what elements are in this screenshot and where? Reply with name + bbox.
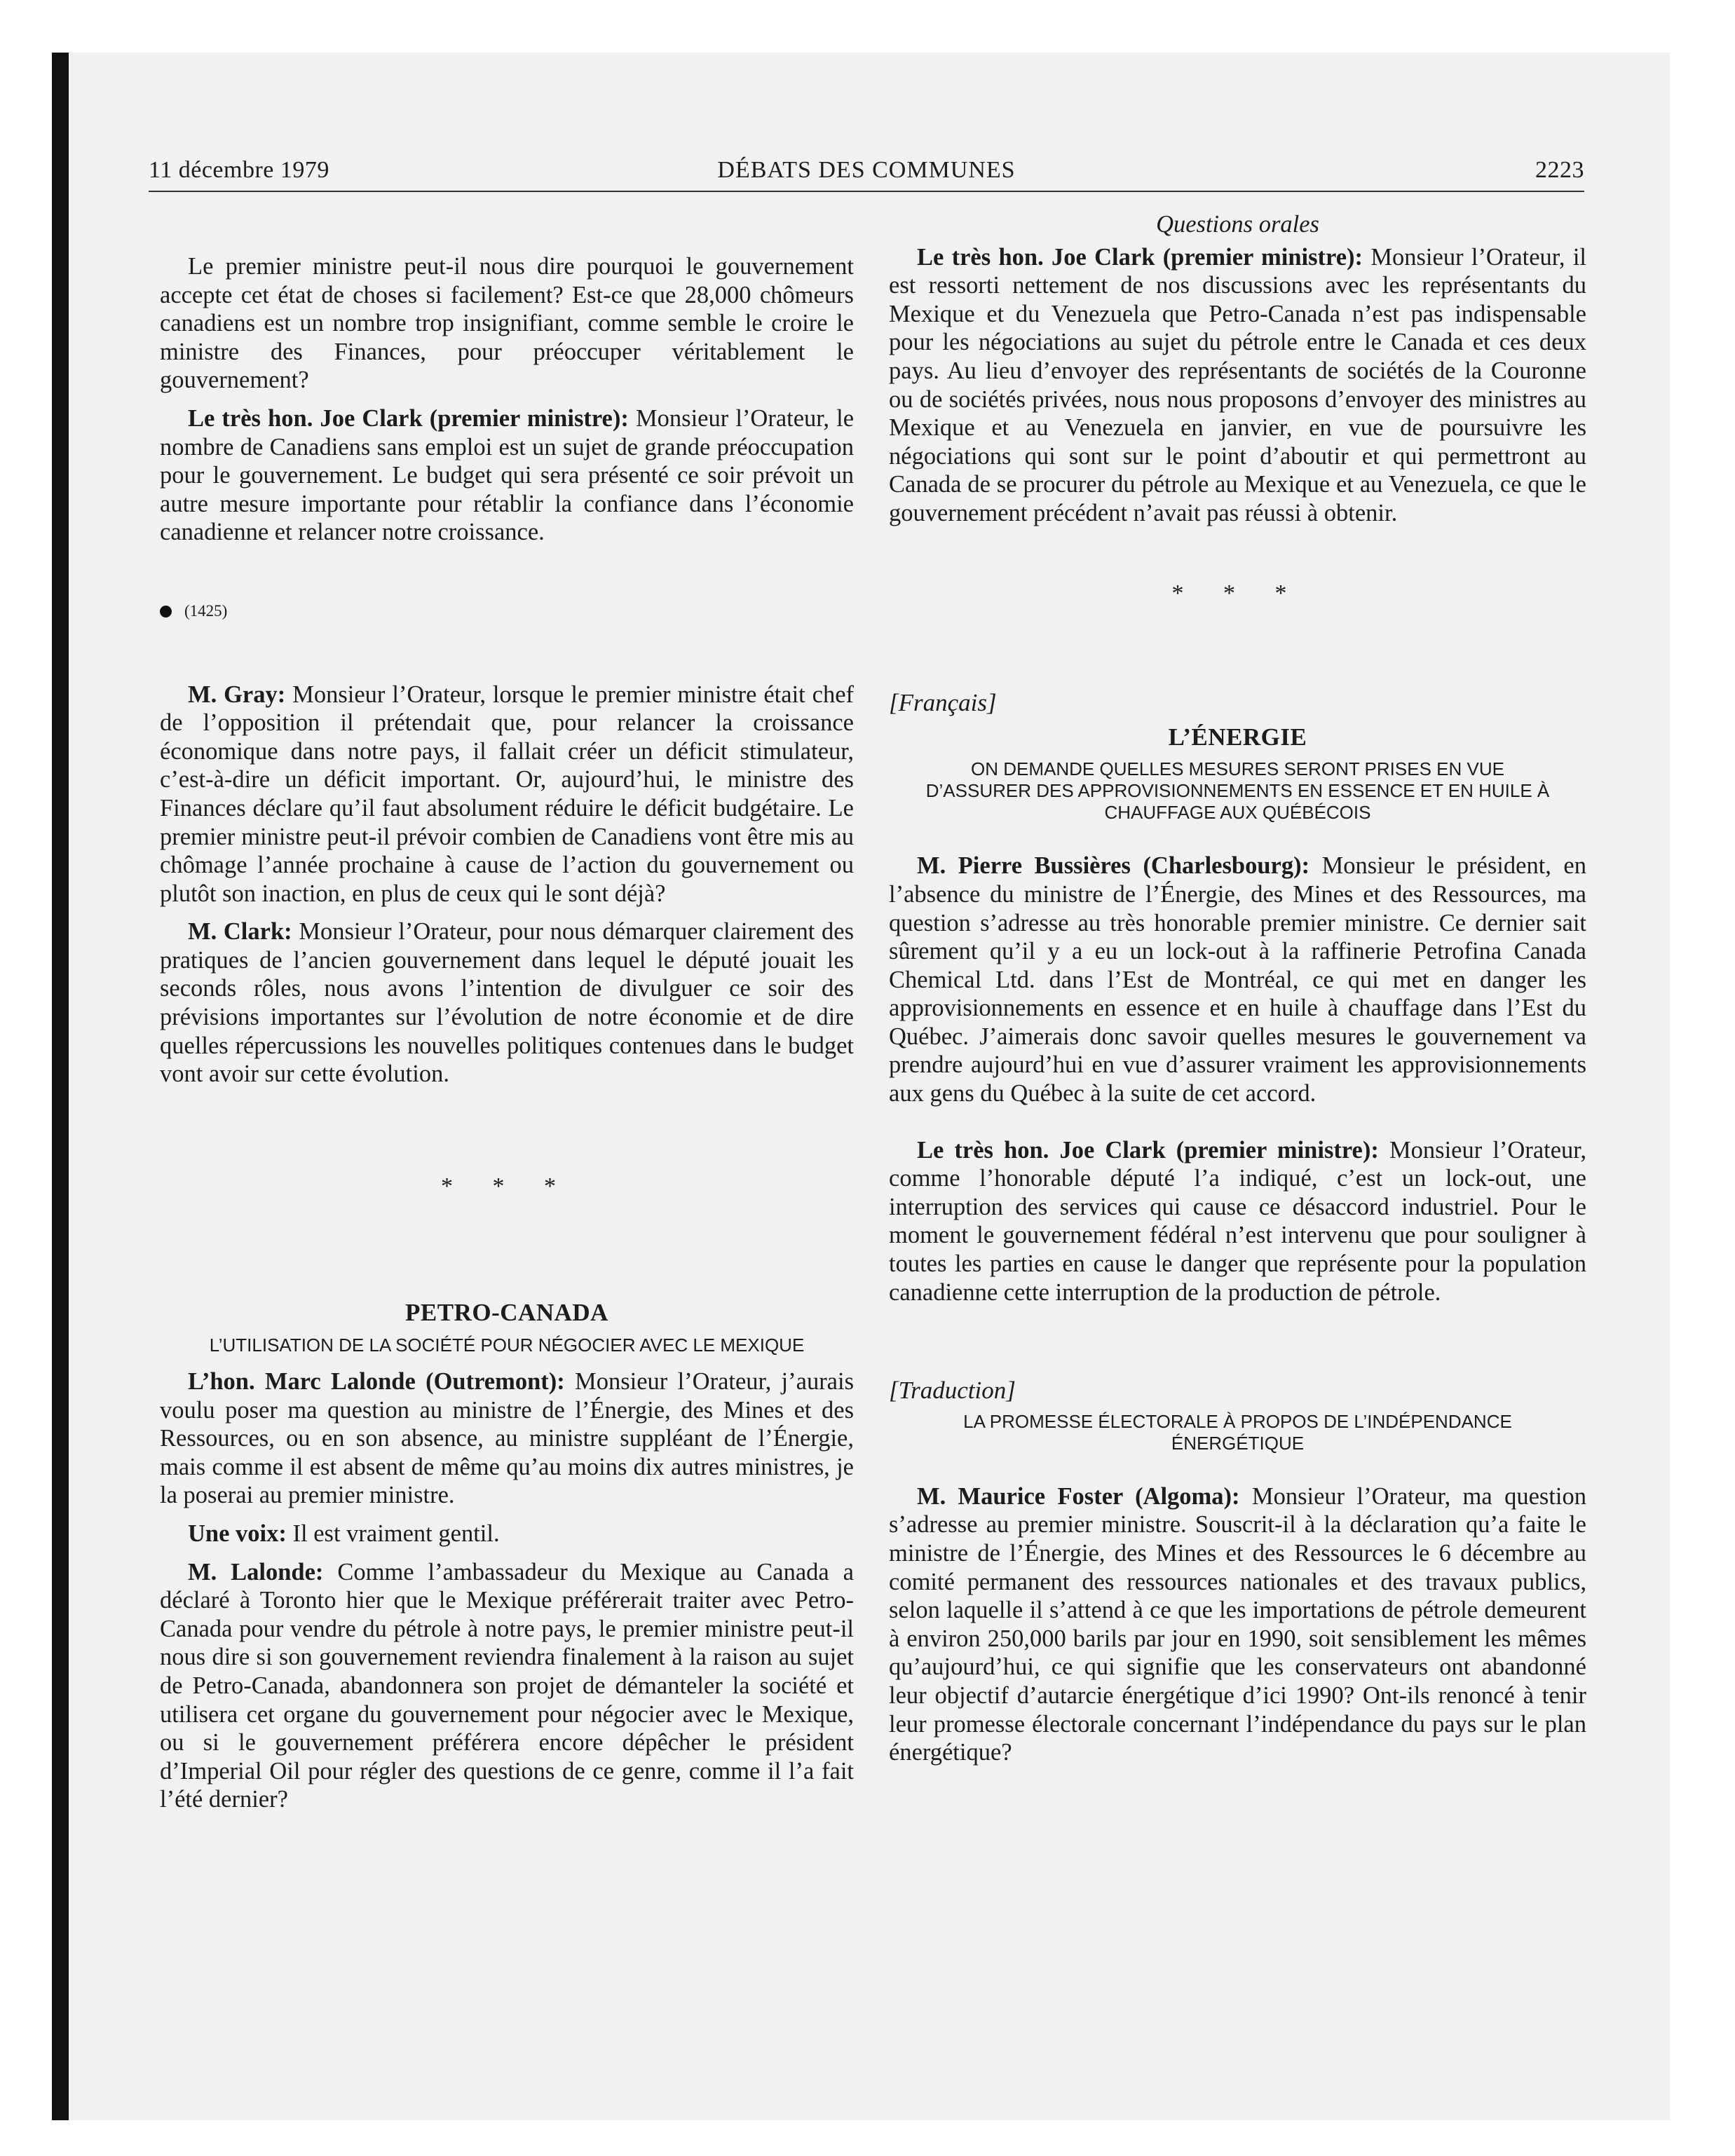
left-column (160, 252, 854, 2019)
paragraph-text: Monsieur l’Orateur, il est ressorti nettement de nos discussions avec les représentants du Mexique et du Venezuela que Petro-Canada n’est pas indispensable pour les négociations au sujet du pétrole entre le Canada et ces deux pays. Au lieu d’envoyer des représentants de sociétés de la Couronne ou de sociétés privées, nous nous proposons d’envoyer des ministres au Mexique et au Venezuela en janvier, en vue de poursuivre les négociations qui sont sur le point d’aboutir et qui permettront au Canada de se procurer du pétrole au Mexique et au Venezuela, ce que le gouvernement précédent n’avait pas réussi à obtenir. (889, 243, 1586, 526)
header-rule (149, 191, 1584, 192)
paragraph-text: Le premier ministre peut-il nous dire pourquoi le gouvernement accepte cet état de choses si facilement? Est-ce que 28,000 chômeurs canadiens est un nombre trop insignifiant, comme semble le croire le ministre des Finances, pour préoccuper véritablement le gouvernement? (160, 253, 854, 394)
column-section-label: Questions orales (1156, 211, 1319, 238)
paragraph-text: Monsieur l’Orateur, lorsque le premier ministre était chef de l’opposition il prétendait que, pour relancer la croissance économique dans notre pays, il fallait créer un déficit stimulateur, c’est-à-dire un déficit important. Or, aujourd’hui, le ministre des Finances déclare qu’il faut absolument réduire le déficit budgétaire. Le premier ministre peut-il prévoir combien de Canadiens vont être mis au chômage l’année prochaine à cause de l’action du gouvernement ou plutôt son inaction, en plus de ceux qui le sont déjà? (160, 681, 855, 907)
header-date: 11 décembre 1979 (149, 157, 329, 183)
paragraph (160, 404, 854, 547)
paragraph-text: Il est vraiment gentil. (292, 1520, 500, 1547)
section-divider: * * * (1171, 580, 1304, 606)
paragraph (889, 1482, 1586, 1767)
speaker-name: L’hon. Marc Lalonde (Outremont): (188, 1368, 565, 1396)
paragraph (160, 252, 854, 395)
paragraph-text: Monsieur l’Orateur, j’aurais voulu poser ma question au ministre de l’Énergie, des Mines et des Ressources, ou en son absence, au ministre suppléant de l’Énergie, mais comme il est absent de même qu’au moins dix autres ministres, je la poserai au premier ministre. (160, 1368, 855, 1509)
speaker-name: Le très hon. Joe Clark (premier ministre): (188, 404, 629, 432)
header-page-number: 2223 (1535, 157, 1584, 183)
timestamp-text: (1425) (184, 601, 228, 620)
speaker-name: M. Pierre Bussières (Charlesbourg): (917, 852, 1310, 880)
right-column (889, 210, 1586, 2047)
running-header (149, 157, 1584, 191)
paragraph-text: Monsieur l’Orateur, comme l’honorable député l’a indiqué, c’est un lock-out, une interruption des services qui cause ce désaccord industriel. Pour le moment le gouvernement fédéral n’est intervenu que pour souligner à toutes les parties en cause le danger que représente pour la population canadienne cette interruption de la production de pétrole. (889, 1136, 1587, 1306)
paragraph (160, 1367, 854, 1510)
paragraph (160, 1520, 854, 1548)
paragraph-text: Monsieur le président, en l’absence du ministre de l’Énergie, des Mines et des Ressources, ma question s’adresse au très honorable premier ministre. Ce dernier sait sûrement qu’il y a eu un lock-out à la raffinerie Petrofina Canada Chemical Ltd. dans l’Est de Montréal, ce qui met en danger les approvisionnements en essence et en huile à chauffage dans l’Est du Québec. J’aimerais donc savoir quelles mesures le gouvernement va prendre aujourd’hui en vue d’assurer vraiment les approvisionnements aux gens du Québec à la suite de cet accord. (889, 852, 1586, 1107)
paragraph (160, 917, 854, 1089)
paragraph (889, 852, 1586, 1107)
speaker-name: Une voix: (188, 1520, 287, 1547)
paragraph-text: Monsieur l’Orateur, ma question s’adresse au premier ministre. Souscrit-il à la déclaration qu’a faite le ministre de l’Énergie, des Mines et des Ressources le 6 décembre au comité permanent des ressources nationales et des travaux publics, selon laquelle il s’attend à ce que les importations de pétrole demeurent à environ 250,000 barils par jour en 1990, soit sensiblement les mêmes qu’aujourd’hui, ce qui signifie que les conservateurs ont abandonné leur objectif d’autarcie énergétique d’ici 1990? Ont-ils renoncé à tenir leur promesse électorale concernant l’indépendance du pays sur le plan énergétique? (889, 1482, 1586, 1766)
section-subheading: LA PROMESSE ÉLECTORALE À PROPOS DE L’INDÉPENDANCE ÉNERGÉTIQUE (963, 1410, 1512, 1454)
speaker-name: M. Lalonde: (188, 1558, 324, 1585)
header-publication: DÉBATS DES COMMUNES (717, 157, 1016, 183)
speaker-name: M. Clark: (188, 918, 292, 946)
paragraph-text: Comme l’ambassadeur du Mexique au Canada a déclaré à Toronto hier que le Mexique préférerait traiter avec Petro-Canada pour vendre du pétrole à notre pays, le premier ministre peut-il nous dire si son gouvernement reviendra finalement à la raison au sujet de Petro-Canada, abandonnera son projet de démanteler la société et utilisera cet organe du gouvernement pour négocier avec le Mexique, ou si le gouvernement préférera encore dépêcher le président d’Imperial Oil pour régler des questions de ce genre, comme il l’a fait l’été dernier? (160, 1558, 854, 1813)
language-tag: [Français] (889, 689, 997, 717)
paragraph (889, 1136, 1586, 1307)
bullet-icon (160, 606, 172, 618)
paragraph-text: Monsieur l’Orateur, le nombre de Canadiens sans emploi est un sujet de grande préoccupation pour le gouvernement. Le budget qui sera présenté ce soir prévoit un autre mesure importante pour rétablir la confiance dans l’économie canadienne et relancer notre croissance. (160, 404, 855, 546)
section-divider: * * * (441, 1173, 573, 1199)
paragraph (889, 243, 1586, 528)
section-heading: PETRO-CANADA (405, 1299, 608, 1327)
paragraph-text: Monsieur l’Orateur, pour nous démarquer clairement des pratiques de l’ancien gouvernement dans lequel le député jouait les seconds rôles, nous avons l’intention de divulguer ce soir des prévisions importantes sur l’évolution de notre économie et de dire quelles répercussions les nouvelles politiques contenues dans le budget vont avoir sur cette évolution. (160, 918, 854, 1088)
paragraph (160, 1558, 854, 1814)
section-subheading: L’UTILISATION DE LA SOCIÉTÉ POUR NÉGOCIER AVEC LE MEXIQUE (209, 1335, 805, 1356)
speaker-name: Le très hon. Joe Clark (premier ministre): (917, 1136, 1379, 1164)
binding-edge (52, 53, 69, 2120)
speaker-name: M. Maurice Foster (Algoma): (917, 1482, 1240, 1510)
section-subheading: ON DEMANDE QUELLES MESURES SERONT PRISES EN VUE D’ASSURER DES APPROVISIONNEMENTS EN ESSENCE ET EN HUILE À CHAUFFAGE AUX QUÉBÉCOIS (925, 758, 1550, 824)
speaker-name: M. Gray: (188, 681, 286, 708)
timestamp-marker (160, 597, 854, 626)
language-tag: [Traduction] (889, 1377, 1016, 1405)
section-heading: L’ÉNERGIE (1168, 723, 1307, 751)
paragraph (160, 681, 854, 908)
speaker-name: Le très hon. Joe Clark (premier ministre): (917, 243, 1363, 271)
